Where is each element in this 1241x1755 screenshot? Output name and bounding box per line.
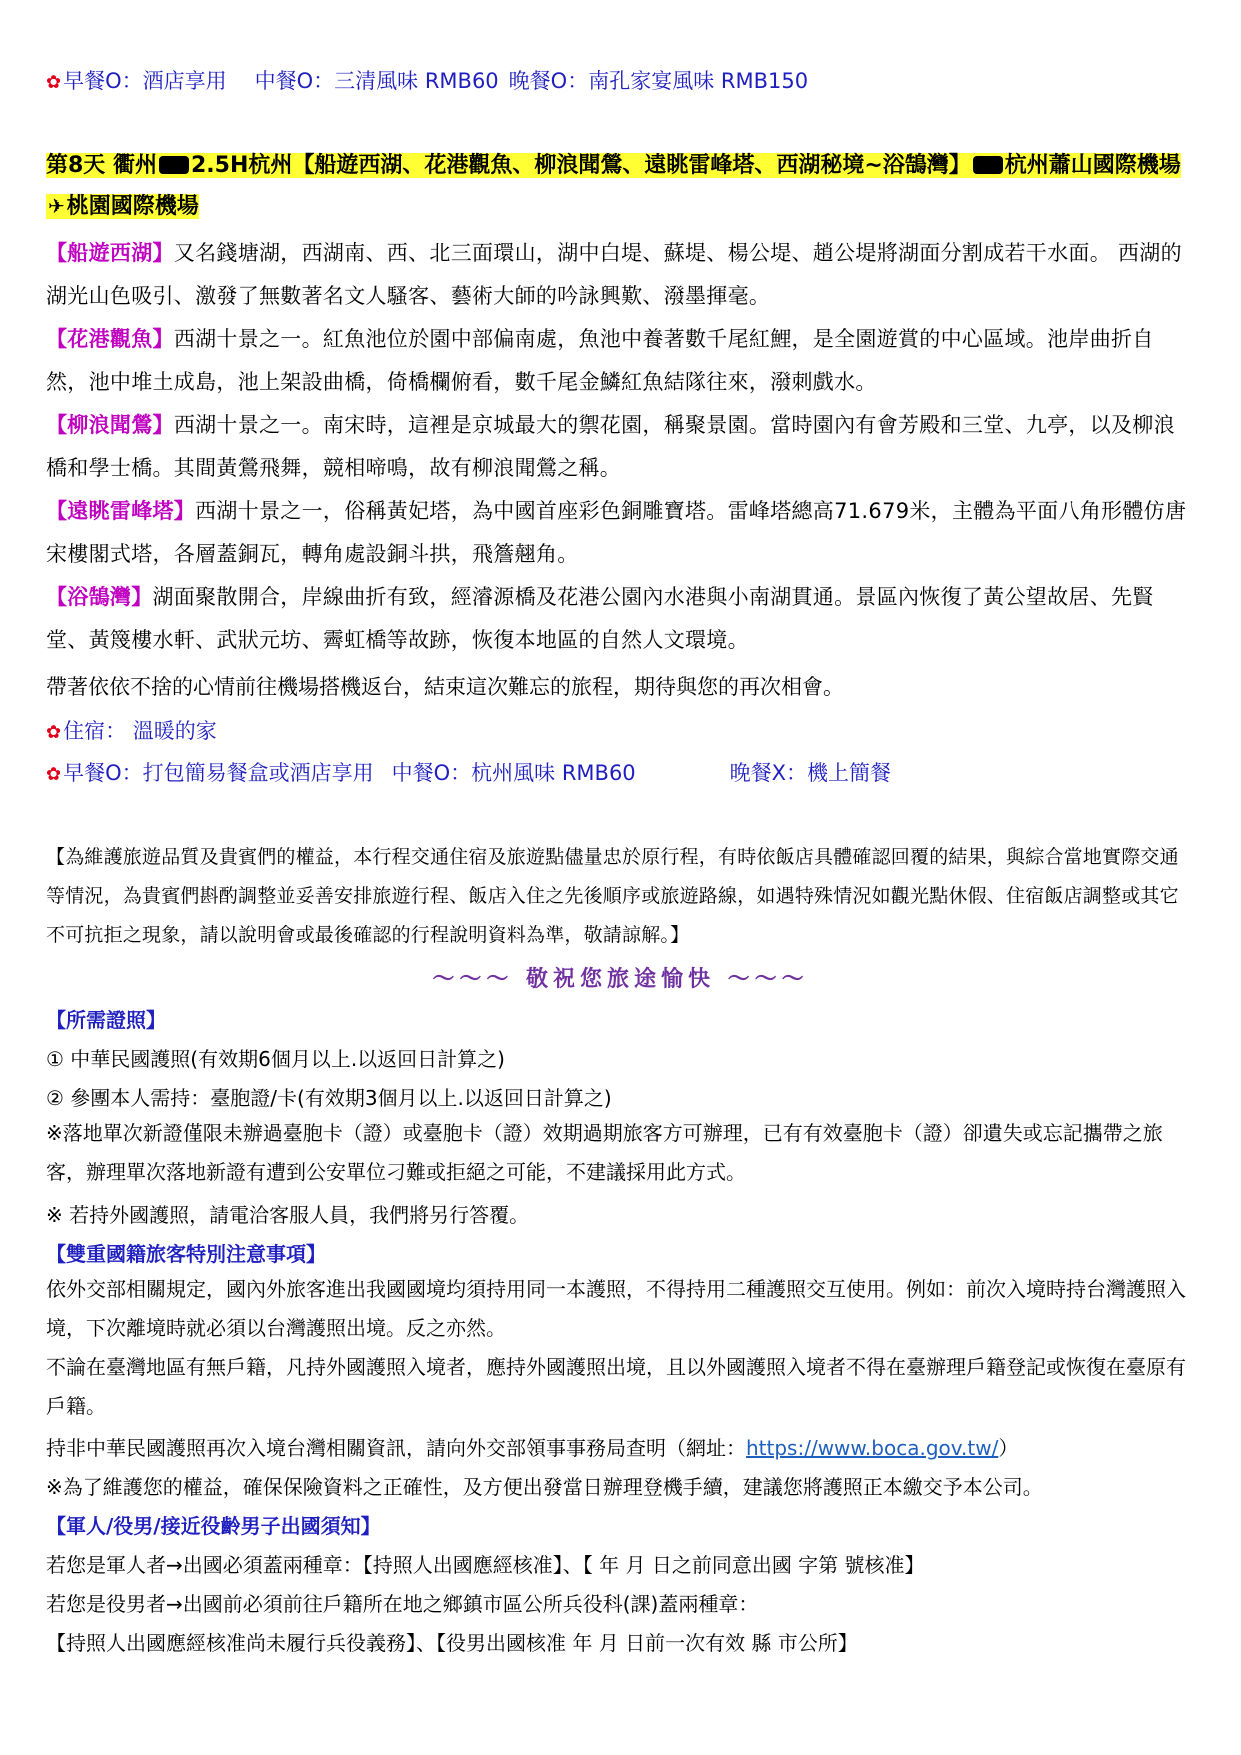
dual-p4: ※為了維護您的權益，確保保險資料之正確性，及方便出發當日辦理登機手續，建議您將護照正本繳交予本公司。 <box>46 1475 1043 1499</box>
lunch-day8: 中餐O：杭州風味 RMB60 <box>391 761 636 785</box>
documents-item2: ② 參團本人需持：臺胞證/卡(有效期3個月以上.以返回日計算之) <box>46 1086 612 1110</box>
spot-2 <box>46 404 1196 490</box>
flower-icon: ✿ <box>46 764 62 785</box>
airplane-icon: ✈ <box>48 194 65 218</box>
spot-text: 西湖十景之一。南宋時，這裡是京城最大的禦花園，稱聚景園。當時園內有會芳殿和三堂、九亭，以及柳浪橋和學士橋。其間黃鶯飛舞，競相啼鳴，故有柳浪聞鶯之稱。 <box>46 413 1175 480</box>
flower-icon: ✿ <box>46 722 62 743</box>
lunch-day7: 中餐O：三清風味 RMB60 <box>254 69 499 93</box>
spot-4 <box>46 576 1196 662</box>
day8-closing: 帶著依依不捨的心情前往機場搭機返台，結束這次難忘的旅程，期待與您的再次相會。 <box>46 675 844 699</box>
breakfast-day7: 早餐O：酒店享用 <box>63 69 227 93</box>
spot-0 <box>46 232 1196 318</box>
dual-p3 <box>46 1432 1018 1461</box>
dinner-day8: 晚餐X：機上簡餐 <box>729 761 892 785</box>
dual-p3-text: 持非中華民國護照再次入境台灣相關資訊，請向外交部領事事務局查明（網址： <box>46 1436 746 1460</box>
spot-name: 【浴鵠灣】 <box>46 585 153 609</box>
military-l3: 【持照人出國應經核准尚未履行兵役義務】、【役男出國核准 年 月 日前一次有效 縣 市公所】 <box>46 1631 858 1655</box>
military-l1: 若您是軍人者→出國必須蓋兩種章：【持照人出國應經核准】、【 年 月 日之前同意出國 字第 號核准】 <box>46 1553 925 1577</box>
flower-icon: ✿ <box>46 72 62 93</box>
breakfast-day8: 早餐O：打包簡易餐盒或酒店享用 <box>63 761 374 785</box>
day8-title-part2: 2.5H杭州【船遊西湖、花港觀魚、柳浪聞鶯、遠眺雷峰塔、西湖秘境~浴鵠灣】 <box>190 153 971 178</box>
day8-title-part4: 桃園國際機場 <box>66 194 199 219</box>
dual-title: 【雙重國籍旅客特別注意事項】 <box>46 1242 326 1266</box>
documents-item1: ① 中華民國護照(有效期6個月以上.以返回日計算之) <box>46 1047 505 1071</box>
day8-title-part1: 第8天 衢州 <box>46 153 157 178</box>
documents-note2: ※ 若持外國護照，請電洽客服人員，我們將另行答覆。 <box>46 1203 530 1227</box>
stay-text: 住宿： 溫暖的家 <box>63 719 217 743</box>
meals-day7 <box>46 66 808 98</box>
meals-day8 <box>46 758 891 790</box>
spot-text: 又名錢塘湖，西湖南、西、北三面環山，湖中白堤、蘇堤、楊公堤、趙公堤將湖面分割成若干水面。 西湖的湖光山色吸引、激發了無數著名文人騷客、藝術大師的吟詠興歎、潑墨揮毫。 <box>46 241 1182 308</box>
spot-name: 【花港觀魚】 <box>46 327 174 351</box>
military-title: 【軍人/役男/接近役齡男子出國須知】 <box>46 1514 381 1538</box>
dinner-day7: 晚餐O：南孔家宴風味 RMB150 <box>508 69 809 93</box>
boca-link[interactable]: https://www.boca.gov.tw/ <box>746 1436 999 1460</box>
spot-text: 西湖十景之一。紅魚池位於園中部偏南處，魚池中養著數千尾紅鯉，是全園遊賞的中心區域。池岸曲折自然，池中堆土成島，池上架設曲橋，倚橋欄俯看，數千尾金鱗紅魚結隊往來，潑刺戲水。 <box>46 327 1154 394</box>
documents-note1: ※落地單次新證僅限未辦過臺胞卡（證）或臺胞卡（證）效期過期旅客方可辦理，已有有效臺胞卡（證）卻遺失或忘記攜帶之旅客，辦理單次落地新證有遭到公安單位刁難或拒絕之可能，不建議採用此方式。 <box>46 1121 1163 1184</box>
documents-title: 【所需證照】 <box>46 1008 166 1032</box>
bus-icon <box>973 156 1003 174</box>
spot-name: 【遠眺雷峰塔】 <box>46 499 196 523</box>
spot-text: 西湖十景之一，俗稱黃妃塔，為中國首座彩色銅雕寶塔。雷峰塔總高71.679米，主體為平面八角形體仿唐宋樓閣式塔，各層蓋銅瓦，轉角處設銅斗拱，飛簷翹角。 <box>46 499 1187 566</box>
day8-title-part3: 杭州蕭山國際機場 <box>1004 153 1181 178</box>
dual-p3-close: ） <box>998 1436 1019 1460</box>
notice-paragraph: 【為維護旅遊品質及貴賓們的權益，本行程交通住宿及旅遊點儘量忠於原行程，有時依飯店具體確認回覆的結果，與綜合當地實際交通等情況，為貴賓們斟酌調整並妥善安排旅遊行程、飯店入住之先後順序或旅遊路線，如遇特殊情況如觀光點休假、住宿飯店調整或其它不可抗拒之現象，請以說明會或最後確認的行程說明資料為準，敬請諒解。】 <box>46 846 1179 946</box>
spot-text: 湖面聚散開合，岸線曲折有致，經濬源橋及花港公園內水港與小南湖貫通。景區內恢復了黃公望故居、先賢堂、黃篾樓水軒、武狀元坊、霽虹橋等故跡，恢復本地區的自然人文環境。 <box>46 585 1154 652</box>
dual-p2: 不論在臺灣地區有無戶籍，凡持外國護照入境者，應持外國護照出境，且以外國護照入境者不得在臺辦理戶籍登記或恢復在臺原有戶籍。 <box>46 1355 1186 1418</box>
spot-name: 【船遊西湖】 <box>46 241 174 265</box>
day8-stay <box>46 716 217 748</box>
spot-1 <box>46 318 1196 404</box>
greeting: ～～～ 敬祝您旅途愉快 ～～～ <box>432 967 809 992</box>
dual-p1: 依外交部相關規定，國內外旅客進出我國國境均須持用同一本護照，不得持用二種護照交互使用。例如：前次入境時持台灣護照入境，下次離境時就必須以台灣護照出境。反之亦然。 <box>46 1277 1186 1340</box>
spot-name: 【柳浪聞鶯】 <box>46 413 174 437</box>
military-l2: 若您是役男者→出國前必須前往戶籍所在地之鄉鎮市區公所兵役科(課)蓋兩種章： <box>46 1592 759 1616</box>
bus-icon <box>159 156 189 174</box>
day8-title <box>46 146 1196 227</box>
spot-3 <box>46 490 1196 576</box>
